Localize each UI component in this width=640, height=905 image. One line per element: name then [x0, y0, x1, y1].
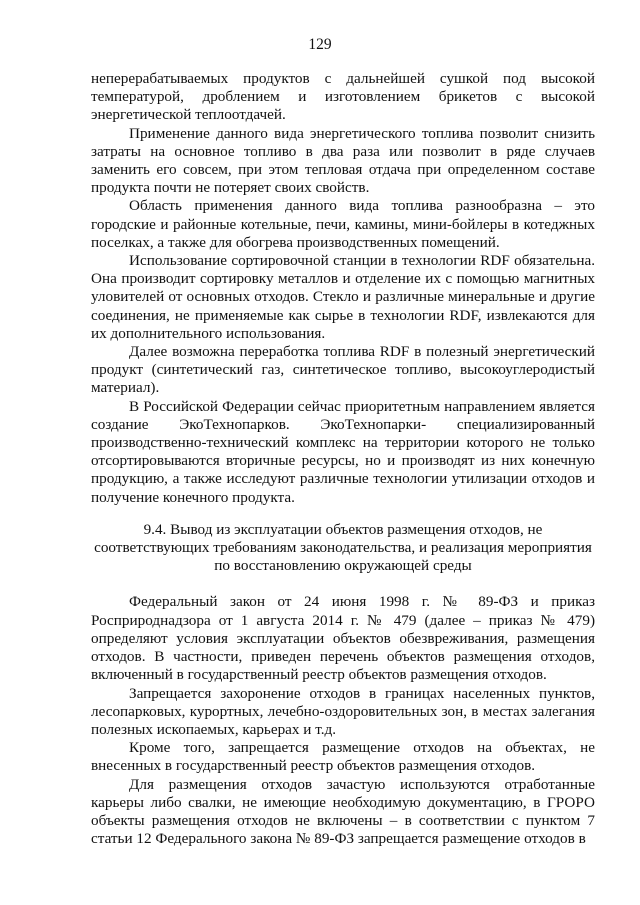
paragraph: Область применения данного вида топлива разнообразна – это городские и районные котельные, печи, камины, мини-бойлеры в котеджных поселках, а также для обогрева производственных помещений.: [91, 197, 595, 251]
paragraph: Использование сортировочной станции в технологии RDF обязательна. Она производит сортировку металлов и отделение их с помощью магнитных уловителей от основных отходов. Стекло и различные минеральные и другие соединения, не применяемые как сырье в технологии RDF, извлекаются для их дополнительного использования.: [91, 252, 595, 342]
paragraph: Для размещения отходов зачастую используются отработанные карьеры либо свалки, не имеющие необходимую документацию, в ГРОРО объекты размещения отходов не включены – в соответствии с пунктом 7 статьи 12 Федерального закона № 89-ФЗ запрещается размещение отходов в: [91, 775, 595, 848]
paragraph: неперерабатываемых продуктов с дальнейшей сушкой под высокой температурой, дроблением и изготовлением брикетов с высокой энергетической теплоотдачей.: [91, 70, 595, 124]
paragraph: Далее возможна переработка топлива RDF в полезный энергетический продукт (синтетический газ, синтетическое топливо, высокоуглеродистый материал).: [91, 343, 595, 397]
document-body: [91, 70, 595, 848]
paragraph: Применение данного вида энергетического топлива позволит снизить затраты на основное топливо в два раза или позволит в ряде случаев заменить его совсем, при этом тепловая отдача при определенном составе продукта почти не потеряет своих свойств.: [91, 124, 595, 197]
paragraph: Кроме того, запрещается размещение отходов на объектах, не внесенных в государственный реестр объектов размещения отходов.: [91, 739, 595, 775]
section-heading: 9.4. Вывод из эксплуатации объектов размещения отходов, не соответствующих требованиям законодательства, и реализация мероприятия по восстановлению окружающей среды: [94, 520, 592, 575]
paragraph: Запрещается захоронение отходов в границах населенных пунктов, лесопарковых, курортных, лечебно-оздоровительных зон, в местах залегания полезных ископаемых, карьерах и т.д.: [91, 684, 595, 738]
paragraph: Федеральный закон от 24 июня 1998 г. № 89-ФЗ и приказ Росприроднадзора от 1 августа 2014 г. № 479 (далее – приказ № 479) определяют условия эксплуатации объектов обезвреживания, размещения отходов. В частности, приведен перечень объектов размещения отходов, включенный в государственный реестр объектов размещения отходов.: [91, 593, 595, 684]
page-number: 129: [308, 36, 332, 53]
paragraph: В Российской Федерации сейчас приоритетным направлением является создание ЭкоТехнопарков. ЭкоТехнопарки- специализированный производственно-технический комплекс на территории которого не только отсортировываются вторичные ресурсы, но и производят из них конечную продукцию, а также исследуют различные технологии утилизации отходов и получение конечного продукта.: [91, 397, 595, 506]
